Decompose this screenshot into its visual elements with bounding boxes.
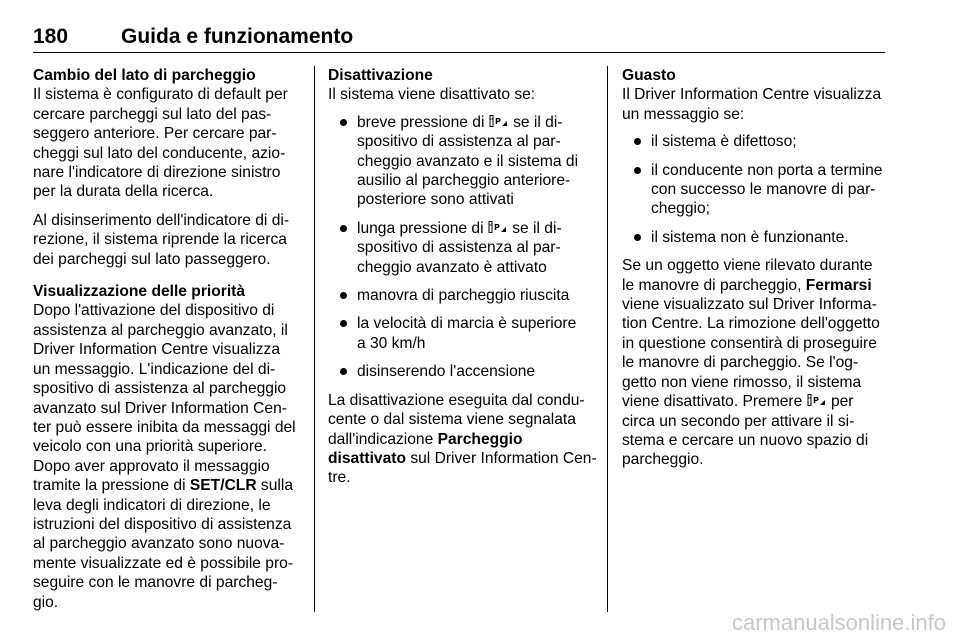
bullet-list: [622, 132, 892, 247]
list-item: disinserendo l'accensione: [328, 362, 596, 381]
column-2: [328, 66, 596, 497]
section-heading: Cambio del lato di parcheggio: [33, 67, 256, 84]
section-heading: Guasto: [622, 67, 676, 84]
paragraph: Il Driver Information Centre visualizza un messaggio se:: [622, 86, 882, 123]
svg-text:P: P: [494, 116, 501, 126]
column-1: [33, 66, 303, 621]
column-divider: [314, 66, 315, 612]
section-heading: Visualizzazione delle priorità: [33, 283, 246, 301]
svg-text:P: P: [812, 396, 819, 406]
list-item: breve pressione di P se il di- spositivo di assistenza al par- cheggio avanzato e il sistema di ausilio al parcheggio anteriore- posteriore sono attivati: [328, 113, 596, 210]
button-label-set-clr: SET/CLR: [189, 477, 257, 495]
list-item: il conducente non porta a termine con successo le manovre di par- cheggio;: [622, 161, 892, 219]
column-3: [622, 66, 892, 479]
paragraph: Se un oggetto viene rilevato durante le manovre di parcheggio, Fermarsi viene visualizzato sul Driver Informa- tion Centre. La rimozione dell'oggetto in questione consentirà di proseguire le manovre di parcheggio. Se l'og- getto non viene rimosso, il sistema viene disattivato. Premere P per circa un secondo per attivare il si- stema e cercare un nuovo spazio di parcheggio.: [622, 257, 880, 469]
column-divider: [607, 66, 608, 612]
page-header: [33, 22, 885, 53]
section-heading: Disattivazione: [328, 67, 433, 84]
parking-assist-icon: [488, 221, 508, 234]
watermark: carmanualsonline.info: [731, 610, 946, 635]
paragraph: La disattivazione eseguita dal condu- cente o dal sistema viene segnalata dall'indicazione Parcheggio disattivato sul Driver Information Cen- tre.: [328, 391, 597, 487]
bullet-icon: [340, 119, 347, 126]
bullet-icon: [340, 292, 347, 299]
bullet-icon: [340, 368, 347, 375]
svg-text:P: P: [493, 222, 500, 232]
parking-assist-icon: [807, 394, 827, 407]
page-title: Guida e funzionamento: [121, 25, 354, 48]
bullet-icon: [634, 167, 641, 174]
bullet-icon: [340, 225, 347, 232]
bullet-icon: [634, 138, 641, 145]
paragraph: Il sistema è configurato di default per cercare parcheggi sul lato del pas- seggero anteriore. Per cercare par- cheggi sul lato del conducente, azio- nare l'indicatore di direzione sinistro per la durata della ricerca.: [33, 86, 288, 201]
parking-assist-icon: [489, 115, 509, 128]
list-item: il sistema è difettoso;: [622, 132, 892, 151]
paragraph: Il sistema viene disattivato se:: [328, 86, 536, 104]
bullet-icon: [634, 234, 641, 241]
bullet-icon: [340, 320, 347, 327]
paragraph: Al disinserimento dell'indicatore di di- rezione, il sistema riprende la ricerca dei parcheggi sul lato passeggero.: [33, 211, 290, 268]
bullet-list: [328, 113, 596, 382]
list-item: manovra di parcheggio riuscita: [328, 286, 596, 305]
paragraph: Dopo l'attivazione del dispositivo di assistenza al parcheggio avanzato, il Driver Information Centre visualizza un messaggio. L'indicazione del di- spositivo di assistenza al parcheggio avanzato sul Driver Information Cen- ter può essere inibita da messaggi del veicolo con una priorità superiore. Dopo aver approvato il messaggio tramite la pressione di SET/CLR sulla leva degli indicatori di direzione, le istruzioni del dispositivo di assistenza al parcheggio avanzato sono nuova- mente visualizzate ed è possibile pro- seguire con le manovre di parcheg- gio.: [33, 302, 296, 611]
page-number: 180: [33, 25, 69, 48]
list-item: il sistema non è funzionante.: [622, 228, 892, 247]
list-item: lunga pressione di P se il di- spositivo di assistenza al par- cheggio avanzato è attivato: [328, 219, 596, 277]
list-item: la velocità di marcia è superiore a 30 km/h: [328, 314, 596, 353]
